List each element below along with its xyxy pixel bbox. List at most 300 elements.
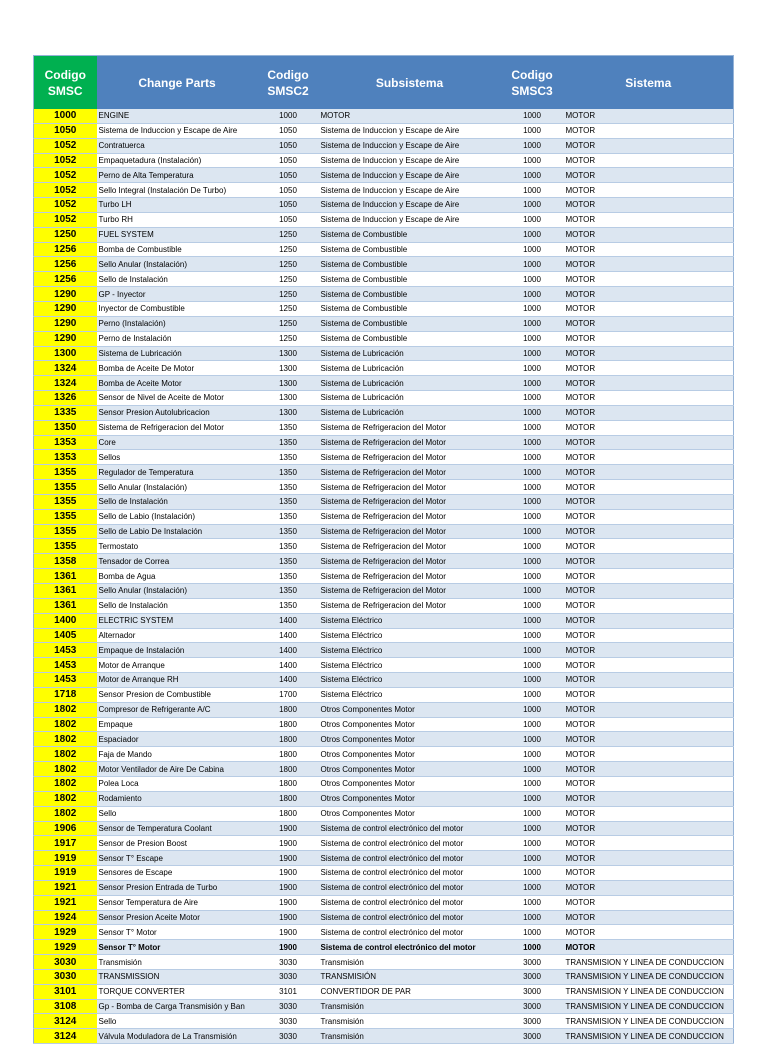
codigo-smsc3-cell[interactable]: 1000 — [501, 316, 564, 331]
subsistema-cell[interactable]: Sistema de Lubricación — [319, 376, 501, 391]
codigo-smsc2-cell[interactable]: 1250 — [258, 242, 319, 257]
codigo-smsc3-cell[interactable]: 1000 — [501, 198, 564, 213]
codigo-smsc-cell[interactable]: 1929 — [34, 940, 97, 955]
subsistema-cell[interactable]: Sistema de Refrigeracion del Motor — [319, 420, 501, 435]
sistema-cell[interactable]: MOTOR — [564, 331, 734, 346]
codigo-smsc3-cell[interactable]: 1000 — [501, 153, 564, 168]
change-parts-cell[interactable]: Contratuerca — [97, 138, 258, 153]
codigo-smsc3-cell[interactable]: 1000 — [501, 123, 564, 138]
sistema-cell[interactable]: MOTOR — [564, 687, 734, 702]
codigo-smsc-cell[interactable]: 1050 — [34, 123, 97, 138]
change-parts-cell[interactable]: Sensor Presion de Combustible — [97, 687, 258, 702]
codigo-smsc2-cell[interactable]: 1800 — [258, 732, 319, 747]
codigo-smsc3-cell[interactable]: 1000 — [501, 227, 564, 242]
change-parts-cell[interactable]: Empaque — [97, 717, 258, 732]
subsistema-cell[interactable]: Sistema de Combustible — [319, 287, 501, 302]
change-parts-cell[interactable]: Empaque de Instalación — [97, 643, 258, 658]
codigo-smsc3-cell[interactable]: 1000 — [501, 331, 564, 346]
codigo-smsc3-cell[interactable]: 1000 — [501, 791, 564, 806]
codigo-smsc3-cell[interactable]: 1000 — [501, 420, 564, 435]
subsistema-cell[interactable]: Sistema Eléctrico — [319, 658, 501, 673]
change-parts-cell[interactable]: Sensor Presion Entrada de Turbo — [97, 880, 258, 895]
codigo-smsc2-cell[interactable]: 1350 — [258, 584, 319, 599]
codigo-smsc3-cell[interactable]: 3000 — [501, 1029, 564, 1044]
subsistema-cell[interactable]: Sistema de Refrigeracion del Motor — [319, 465, 501, 480]
codigo-smsc2-cell[interactable]: 1300 — [258, 376, 319, 391]
codigo-smsc3-cell[interactable]: 3000 — [501, 1014, 564, 1029]
sistema-cell[interactable]: MOTOR — [564, 361, 734, 376]
codigo-smsc3-cell[interactable]: 1000 — [501, 272, 564, 287]
codigo-smsc-cell[interactable]: 3124 — [34, 1029, 97, 1044]
codigo-smsc2-cell[interactable]: 3030 — [258, 1014, 319, 1029]
subsistema-cell[interactable]: Sistema de control electrónico del motor — [319, 866, 501, 881]
change-parts-cell[interactable]: TORQUE CONVERTER — [97, 984, 258, 999]
codigo-smsc2-cell[interactable]: 1250 — [258, 272, 319, 287]
sistema-cell[interactable]: MOTOR — [564, 821, 734, 836]
header-change-parts[interactable]: Change Parts — [97, 56, 258, 110]
sistema-cell[interactable]: MOTOR — [564, 584, 734, 599]
subsistema-cell[interactable]: Transmisión — [319, 955, 501, 970]
codigo-smsc3-cell[interactable]: 1000 — [501, 569, 564, 584]
subsistema-cell[interactable]: Otros Componentes Motor — [319, 762, 501, 777]
codigo-smsc3-cell[interactable]: 1000 — [501, 836, 564, 851]
change-parts-cell[interactable]: Tensador de Correa — [97, 554, 258, 569]
codigo-smsc2-cell[interactable]: 1900 — [258, 836, 319, 851]
codigo-smsc-cell[interactable]: 3101 — [34, 984, 97, 999]
codigo-smsc2-cell[interactable]: 1400 — [258, 643, 319, 658]
change-parts-cell[interactable]: Bomba de Combustible — [97, 242, 258, 257]
subsistema-cell[interactable]: Sistema Eléctrico — [319, 628, 501, 643]
subsistema-cell[interactable]: Sistema de Refrigeracion del Motor — [319, 480, 501, 495]
codigo-smsc3-cell[interactable]: 1000 — [501, 821, 564, 836]
change-parts-cell[interactable]: Sello de Instalación — [97, 494, 258, 509]
codigo-smsc-cell[interactable]: 1921 — [34, 880, 97, 895]
codigo-smsc-cell[interactable]: 1802 — [34, 717, 97, 732]
subsistema-cell[interactable]: Sistema de Combustible — [319, 242, 501, 257]
sistema-cell[interactable]: MOTOR — [564, 405, 734, 420]
sistema-cell[interactable]: MOTOR — [564, 569, 734, 584]
header-codigo-smsc[interactable]: Codigo SMSC — [34, 56, 97, 110]
codigo-smsc-cell[interactable]: 1256 — [34, 242, 97, 257]
change-parts-cell[interactable]: TRANSMISSION — [97, 969, 258, 984]
subsistema-cell[interactable]: MOTOR — [319, 109, 501, 123]
codigo-smsc-cell[interactable]: 1405 — [34, 628, 97, 643]
header-subsistema[interactable]: Subsistema — [319, 56, 501, 110]
codigo-smsc-cell[interactable]: 1355 — [34, 524, 97, 539]
codigo-smsc2-cell[interactable]: 1400 — [258, 613, 319, 628]
subsistema-cell[interactable]: TRANSMISIÓN — [319, 969, 501, 984]
codigo-smsc-cell[interactable]: 1290 — [34, 301, 97, 316]
change-parts-cell[interactable]: Sistema de Lubricación — [97, 346, 258, 361]
codigo-smsc2-cell[interactable]: 1050 — [258, 198, 319, 213]
codigo-smsc3-cell[interactable]: 1000 — [501, 480, 564, 495]
codigo-smsc-cell[interactable]: 1453 — [34, 658, 97, 673]
codigo-smsc-cell[interactable]: 1453 — [34, 673, 97, 688]
subsistema-cell[interactable]: Sistema de Induccion y Escape de Aire — [319, 138, 501, 153]
codigo-smsc2-cell[interactable]: 1800 — [258, 702, 319, 717]
codigo-smsc3-cell[interactable]: 1000 — [501, 109, 564, 123]
codigo-smsc2-cell[interactable]: 1350 — [258, 569, 319, 584]
change-parts-cell[interactable]: Bomba de Aceite De Motor — [97, 361, 258, 376]
codigo-smsc2-cell[interactable]: 1050 — [258, 212, 319, 227]
change-parts-cell[interactable]: Bomba de Aceite Motor — [97, 376, 258, 391]
codigo-smsc2-cell[interactable]: 1800 — [258, 747, 319, 762]
subsistema-cell[interactable]: Sistema de Induccion y Escape de Aire — [319, 123, 501, 138]
codigo-smsc2-cell[interactable]: 1800 — [258, 776, 319, 791]
codigo-smsc2-cell[interactable]: 1900 — [258, 880, 319, 895]
codigo-smsc2-cell[interactable]: 1800 — [258, 791, 319, 806]
change-parts-cell[interactable]: Sello de Instalación — [97, 598, 258, 613]
codigo-smsc-cell[interactable]: 1361 — [34, 569, 97, 584]
codigo-smsc3-cell[interactable]: 3000 — [501, 955, 564, 970]
codigo-smsc3-cell[interactable]: 1000 — [501, 301, 564, 316]
codigo-smsc-cell[interactable]: 1355 — [34, 509, 97, 524]
codigo-smsc3-cell[interactable]: 1000 — [501, 524, 564, 539]
codigo-smsc-cell[interactable]: 1802 — [34, 776, 97, 791]
sistema-cell[interactable]: MOTOR — [564, 880, 734, 895]
codigo-smsc2-cell[interactable]: 1900 — [258, 821, 319, 836]
codigo-smsc2-cell[interactable]: 1050 — [258, 153, 319, 168]
codigo-smsc-cell[interactable]: 1052 — [34, 138, 97, 153]
codigo-smsc3-cell[interactable]: 1000 — [501, 450, 564, 465]
change-parts-cell[interactable]: Sistema de Refrigeracion del Motor — [97, 420, 258, 435]
change-parts-cell[interactable]: Sensor T° Motor — [97, 940, 258, 955]
codigo-smsc2-cell[interactable]: 1400 — [258, 628, 319, 643]
codigo-smsc3-cell[interactable]: 1000 — [501, 554, 564, 569]
codigo-smsc2-cell[interactable]: 1300 — [258, 391, 319, 406]
sistema-cell[interactable]: TRANSMISION Y LINEA DE CONDUCCION — [564, 984, 734, 999]
subsistema-cell[interactable]: Sistema de Refrigeracion del Motor — [319, 569, 501, 584]
codigo-smsc2-cell[interactable]: 1800 — [258, 762, 319, 777]
codigo-smsc2-cell[interactable]: 3030 — [258, 955, 319, 970]
codigo-smsc3-cell[interactable]: 1000 — [501, 880, 564, 895]
codigo-smsc-cell[interactable]: 1358 — [34, 554, 97, 569]
sistema-cell[interactable]: TRANSMISION Y LINEA DE CONDUCCION — [564, 955, 734, 970]
subsistema-cell[interactable]: Sistema de Lubricación — [319, 405, 501, 420]
change-parts-cell[interactable]: Sensor de Nivel de Aceite de Motor — [97, 391, 258, 406]
codigo-smsc-cell[interactable]: 1000 — [34, 109, 97, 123]
codigo-smsc2-cell[interactable]: 1250 — [258, 287, 319, 302]
codigo-smsc3-cell[interactable]: 1000 — [501, 257, 564, 272]
codigo-smsc3-cell[interactable]: 1000 — [501, 435, 564, 450]
codigo-smsc-cell[interactable]: 1361 — [34, 584, 97, 599]
sistema-cell[interactable]: MOTOR — [564, 109, 734, 123]
codigo-smsc2-cell[interactable]: 1350 — [258, 494, 319, 509]
change-parts-cell[interactable]: Sensor Presion Aceite Motor — [97, 910, 258, 925]
subsistema-cell[interactable]: Sistema de Combustible — [319, 316, 501, 331]
codigo-smsc2-cell[interactable]: 1350 — [258, 524, 319, 539]
codigo-smsc-cell[interactable]: 1052 — [34, 168, 97, 183]
codigo-smsc3-cell[interactable]: 1000 — [501, 509, 564, 524]
subsistema-cell[interactable]: Sistema de Combustible — [319, 257, 501, 272]
codigo-smsc3-cell[interactable]: 1000 — [501, 673, 564, 688]
codigo-smsc2-cell[interactable]: 1050 — [258, 183, 319, 198]
codigo-smsc3-cell[interactable]: 1000 — [501, 361, 564, 376]
subsistema-cell[interactable]: Sistema de Refrigeracion del Motor — [319, 524, 501, 539]
codigo-smsc-cell[interactable]: 1802 — [34, 702, 97, 717]
codigo-smsc-cell[interactable]: 1919 — [34, 866, 97, 881]
codigo-smsc2-cell[interactable]: 1250 — [258, 316, 319, 331]
codigo-smsc-cell[interactable]: 1355 — [34, 480, 97, 495]
sistema-cell[interactable]: MOTOR — [564, 628, 734, 643]
codigo-smsc-cell[interactable]: 1355 — [34, 494, 97, 509]
codigo-smsc3-cell[interactable]: 3000 — [501, 984, 564, 999]
codigo-smsc2-cell[interactable]: 1350 — [258, 465, 319, 480]
sistema-cell[interactable]: MOTOR — [564, 123, 734, 138]
change-parts-cell[interactable]: Sistema de Induccion y Escape de Aire — [97, 123, 258, 138]
codigo-smsc3-cell[interactable]: 1000 — [501, 806, 564, 821]
change-parts-cell[interactable]: Sello de Labio De Instalación — [97, 524, 258, 539]
subsistema-cell[interactable]: Sistema Eléctrico — [319, 643, 501, 658]
subsistema-cell[interactable]: Sistema de control electrónico del motor — [319, 910, 501, 925]
codigo-smsc2-cell[interactable]: 1250 — [258, 227, 319, 242]
change-parts-cell[interactable]: Turbo RH — [97, 212, 258, 227]
sistema-cell[interactable]: MOTOR — [564, 450, 734, 465]
sistema-cell[interactable]: MOTOR — [564, 420, 734, 435]
codigo-smsc3-cell[interactable]: 1000 — [501, 658, 564, 673]
codigo-smsc2-cell[interactable]: 1050 — [258, 123, 319, 138]
subsistema-cell[interactable]: Sistema Eléctrico — [319, 687, 501, 702]
subsistema-cell[interactable]: Sistema de control electrónico del motor — [319, 821, 501, 836]
codigo-smsc-cell[interactable]: 1256 — [34, 272, 97, 287]
subsistema-cell[interactable]: Sistema de Combustible — [319, 227, 501, 242]
codigo-smsc-cell[interactable]: 1335 — [34, 405, 97, 420]
sistema-cell[interactable]: MOTOR — [564, 851, 734, 866]
sistema-cell[interactable]: MOTOR — [564, 391, 734, 406]
codigo-smsc-cell[interactable]: 1802 — [34, 806, 97, 821]
codigo-smsc2-cell[interactable]: 1350 — [258, 598, 319, 613]
sistema-cell[interactable]: MOTOR — [564, 613, 734, 628]
subsistema-cell[interactable]: Sistema de control electrónico del motor — [319, 880, 501, 895]
codigo-smsc2-cell[interactable]: 1900 — [258, 925, 319, 940]
codigo-smsc2-cell[interactable]: 1250 — [258, 331, 319, 346]
subsistema-cell[interactable]: Sistema de Refrigeracion del Motor — [319, 598, 501, 613]
header-codigo-smsc3[interactable]: Codigo SMSC3 — [501, 56, 564, 110]
codigo-smsc3-cell[interactable]: 1000 — [501, 717, 564, 732]
change-parts-cell[interactable]: Compresor de Refrigerante A/C — [97, 702, 258, 717]
codigo-smsc2-cell[interactable]: 1700 — [258, 687, 319, 702]
subsistema-cell[interactable]: Sistema de control electrónico del motor — [319, 851, 501, 866]
subsistema-cell[interactable]: Sistema de control electrónico del motor — [319, 895, 501, 910]
change-parts-cell[interactable]: Motor Ventilador de Aire De Cabina — [97, 762, 258, 777]
sistema-cell[interactable]: TRANSMISION Y LINEA DE CONDUCCION — [564, 1029, 734, 1044]
subsistema-cell[interactable]: Sistema de Refrigeracion del Motor — [319, 509, 501, 524]
codigo-smsc-cell[interactable]: 3030 — [34, 955, 97, 970]
codigo-smsc3-cell[interactable]: 1000 — [501, 346, 564, 361]
change-parts-cell[interactable]: Sensor de Presion Boost — [97, 836, 258, 851]
change-parts-cell[interactable]: Sensor de Temperatura Coolant — [97, 821, 258, 836]
subsistema-cell[interactable]: Sistema de control electrónico del motor — [319, 940, 501, 955]
sistema-cell[interactable]: MOTOR — [564, 242, 734, 257]
change-parts-cell[interactable]: Alternador — [97, 628, 258, 643]
sistema-cell[interactable]: MOTOR — [564, 435, 734, 450]
subsistema-cell[interactable]: Sistema de Induccion y Escape de Aire — [319, 183, 501, 198]
sistema-cell[interactable]: MOTOR — [564, 910, 734, 925]
codigo-smsc-cell[interactable]: 1052 — [34, 153, 97, 168]
change-parts-cell[interactable]: Gp - Bomba de Carga Transmisión y Ban — [97, 999, 258, 1014]
subsistema-cell[interactable]: Sistema de Refrigeracion del Motor — [319, 494, 501, 509]
change-parts-cell[interactable]: ELECTRIC SYSTEM — [97, 613, 258, 628]
codigo-smsc3-cell[interactable]: 1000 — [501, 628, 564, 643]
codigo-smsc2-cell[interactable]: 1350 — [258, 450, 319, 465]
codigo-smsc3-cell[interactable]: 1000 — [501, 465, 564, 480]
sistema-cell[interactable]: TRANSMISION Y LINEA DE CONDUCCION — [564, 1014, 734, 1029]
sistema-cell[interactable]: MOTOR — [564, 598, 734, 613]
sistema-cell[interactable]: MOTOR — [564, 717, 734, 732]
sistema-cell[interactable]: MOTOR — [564, 866, 734, 881]
codigo-smsc3-cell[interactable]: 1000 — [501, 910, 564, 925]
sistema-cell[interactable]: MOTOR — [564, 776, 734, 791]
codigo-smsc3-cell[interactable]: 1000 — [501, 242, 564, 257]
change-parts-cell[interactable]: Empaquetadura (Instalación) — [97, 153, 258, 168]
codigo-smsc3-cell[interactable]: 1000 — [501, 598, 564, 613]
codigo-smsc2-cell[interactable]: 1900 — [258, 895, 319, 910]
change-parts-cell[interactable]: Válvula Moduladora de La Transmisión — [97, 1029, 258, 1044]
subsistema-cell[interactable]: Otros Componentes Motor — [319, 806, 501, 821]
change-parts-cell[interactable]: Sensor Temperatura de Aire — [97, 895, 258, 910]
change-parts-cell[interactable]: Core — [97, 435, 258, 450]
subsistema-cell[interactable]: Sistema de Combustible — [319, 301, 501, 316]
sistema-cell[interactable]: MOTOR — [564, 791, 734, 806]
subsistema-cell[interactable]: Otros Componentes Motor — [319, 747, 501, 762]
sistema-cell[interactable]: MOTOR — [564, 806, 734, 821]
sistema-cell[interactable]: MOTOR — [564, 836, 734, 851]
codigo-smsc3-cell[interactable]: 1000 — [501, 776, 564, 791]
codigo-smsc-cell[interactable]: 1355 — [34, 539, 97, 554]
change-parts-cell[interactable]: Sellos — [97, 450, 258, 465]
subsistema-cell[interactable]: Transmisión — [319, 999, 501, 1014]
sistema-cell[interactable]: MOTOR — [564, 301, 734, 316]
sistema-cell[interactable]: MOTOR — [564, 346, 734, 361]
codigo-smsc3-cell[interactable]: 1000 — [501, 762, 564, 777]
codigo-smsc3-cell[interactable]: 1000 — [501, 732, 564, 747]
change-parts-cell[interactable]: Sello de Labio (Instalación) — [97, 509, 258, 524]
sistema-cell[interactable]: MOTOR — [564, 702, 734, 717]
codigo-smsc2-cell[interactable]: 1350 — [258, 509, 319, 524]
change-parts-cell[interactable]: Sello Anular (Instalación) — [97, 584, 258, 599]
change-parts-cell[interactable]: Faja de Mando — [97, 747, 258, 762]
sistema-cell[interactable]: MOTOR — [564, 212, 734, 227]
subsistema-cell[interactable]: Transmisión — [319, 1014, 501, 1029]
codigo-smsc-cell[interactable]: 1256 — [34, 257, 97, 272]
codigo-smsc-cell[interactable]: 1300 — [34, 346, 97, 361]
sistema-cell[interactable]: MOTOR — [564, 153, 734, 168]
codigo-smsc2-cell[interactable]: 1300 — [258, 405, 319, 420]
codigo-smsc3-cell[interactable]: 1000 — [501, 851, 564, 866]
change-parts-cell[interactable]: Rodamiento — [97, 791, 258, 806]
change-parts-cell[interactable]: Motor de Arranque — [97, 658, 258, 673]
codigo-smsc2-cell[interactable]: 1800 — [258, 806, 319, 821]
sistema-cell[interactable]: MOTOR — [564, 168, 734, 183]
codigo-smsc3-cell[interactable]: 1000 — [501, 138, 564, 153]
codigo-smsc-cell[interactable]: 1718 — [34, 687, 97, 702]
subsistema-cell[interactable]: Transmisión — [319, 1029, 501, 1044]
sistema-cell[interactable]: MOTOR — [564, 198, 734, 213]
codigo-smsc3-cell[interactable]: 1000 — [501, 183, 564, 198]
codigo-smsc2-cell[interactable]: 1250 — [258, 301, 319, 316]
codigo-smsc-cell[interactable]: 1917 — [34, 836, 97, 851]
codigo-smsc3-cell[interactable]: 3000 — [501, 969, 564, 984]
codigo-smsc3-cell[interactable]: 1000 — [501, 643, 564, 658]
codigo-smsc2-cell[interactable]: 1350 — [258, 435, 319, 450]
codigo-smsc2-cell[interactable]: 1900 — [258, 910, 319, 925]
change-parts-cell[interactable]: Bomba de Agua — [97, 569, 258, 584]
codigo-smsc-cell[interactable]: 3124 — [34, 1014, 97, 1029]
codigo-smsc-cell[interactable]: 1290 — [34, 316, 97, 331]
sistema-cell[interactable]: MOTOR — [564, 673, 734, 688]
sistema-cell[interactable]: MOTOR — [564, 227, 734, 242]
codigo-smsc2-cell[interactable]: 1900 — [258, 851, 319, 866]
codigo-smsc2-cell[interactable]: 1350 — [258, 480, 319, 495]
subsistema-cell[interactable]: Sistema de Refrigeracion del Motor — [319, 450, 501, 465]
subsistema-cell[interactable]: Sistema de control electrónico del motor — [319, 836, 501, 851]
codigo-smsc3-cell[interactable]: 1000 — [501, 925, 564, 940]
codigo-smsc3-cell[interactable]: 1000 — [501, 866, 564, 881]
change-parts-cell[interactable]: Sello Anular (Instalación) — [97, 257, 258, 272]
sistema-cell[interactable]: MOTOR — [564, 554, 734, 569]
codigo-smsc2-cell[interactable]: 1050 — [258, 138, 319, 153]
codigo-smsc3-cell[interactable]: 1000 — [501, 376, 564, 391]
codigo-smsc3-cell[interactable]: 1000 — [501, 168, 564, 183]
codigo-smsc-cell[interactable]: 1906 — [34, 821, 97, 836]
codigo-smsc2-cell[interactable]: 1900 — [258, 866, 319, 881]
codigo-smsc2-cell[interactable]: 1300 — [258, 361, 319, 376]
header-codigo-smsc2[interactable]: Codigo SMSC2 — [258, 56, 319, 110]
codigo-smsc2-cell[interactable]: 1250 — [258, 257, 319, 272]
change-parts-cell[interactable]: Sello Integral (Instalación De Turbo) — [97, 183, 258, 198]
change-parts-cell[interactable]: Sensor T° Motor — [97, 925, 258, 940]
sistema-cell[interactable]: MOTOR — [564, 509, 734, 524]
subsistema-cell[interactable]: Otros Componentes Motor — [319, 702, 501, 717]
codigo-smsc-cell[interactable]: 1921 — [34, 895, 97, 910]
change-parts-cell[interactable]: Sello — [97, 806, 258, 821]
codigo-smsc-cell[interactable]: 1250 — [34, 227, 97, 242]
subsistema-cell[interactable]: Sistema Eléctrico — [319, 673, 501, 688]
codigo-smsc-cell[interactable]: 1052 — [34, 183, 97, 198]
codigo-smsc-cell[interactable]: 1324 — [34, 376, 97, 391]
sistema-cell[interactable]: MOTOR — [564, 658, 734, 673]
sistema-cell[interactable]: MOTOR — [564, 138, 734, 153]
codigo-smsc-cell[interactable]: 1802 — [34, 732, 97, 747]
sistema-cell[interactable]: MOTOR — [564, 732, 734, 747]
codigo-smsc-cell[interactable]: 1919 — [34, 851, 97, 866]
change-parts-cell[interactable]: Motor de Arranque RH — [97, 673, 258, 688]
sistema-cell[interactable]: MOTOR — [564, 316, 734, 331]
change-parts-cell[interactable]: Termostato — [97, 539, 258, 554]
sistema-cell[interactable]: TRANSMISION Y LINEA DE CONDUCCION — [564, 999, 734, 1014]
codigo-smsc2-cell[interactable]: 3030 — [258, 999, 319, 1014]
codigo-smsc-cell[interactable]: 1924 — [34, 910, 97, 925]
change-parts-cell[interactable]: Transmisión — [97, 955, 258, 970]
subsistema-cell[interactable]: Sistema de Lubricación — [319, 346, 501, 361]
change-parts-cell[interactable]: Regulador de Temperatura — [97, 465, 258, 480]
subsistema-cell[interactable]: Sistema de Refrigeracion del Motor — [319, 584, 501, 599]
change-parts-cell[interactable]: ENGINE — [97, 109, 258, 123]
codigo-smsc2-cell[interactable]: 1350 — [258, 554, 319, 569]
codigo-smsc3-cell[interactable]: 1000 — [501, 687, 564, 702]
subsistema-cell[interactable]: Sistema de Induccion y Escape de Aire — [319, 212, 501, 227]
subsistema-cell[interactable]: Otros Componentes Motor — [319, 732, 501, 747]
codigo-smsc3-cell[interactable]: 1000 — [501, 539, 564, 554]
sistema-cell[interactable]: MOTOR — [564, 376, 734, 391]
codigo-smsc3-cell[interactable]: 1000 — [501, 747, 564, 762]
codigo-smsc-cell[interactable]: 1052 — [34, 198, 97, 213]
sistema-cell[interactable]: MOTOR — [564, 643, 734, 658]
sistema-cell[interactable]: MOTOR — [564, 480, 734, 495]
subsistema-cell[interactable]: Sistema de Induccion y Escape de Aire — [319, 153, 501, 168]
change-parts-cell[interactable]: Espaciador — [97, 732, 258, 747]
codigo-smsc-cell[interactable]: 1290 — [34, 287, 97, 302]
